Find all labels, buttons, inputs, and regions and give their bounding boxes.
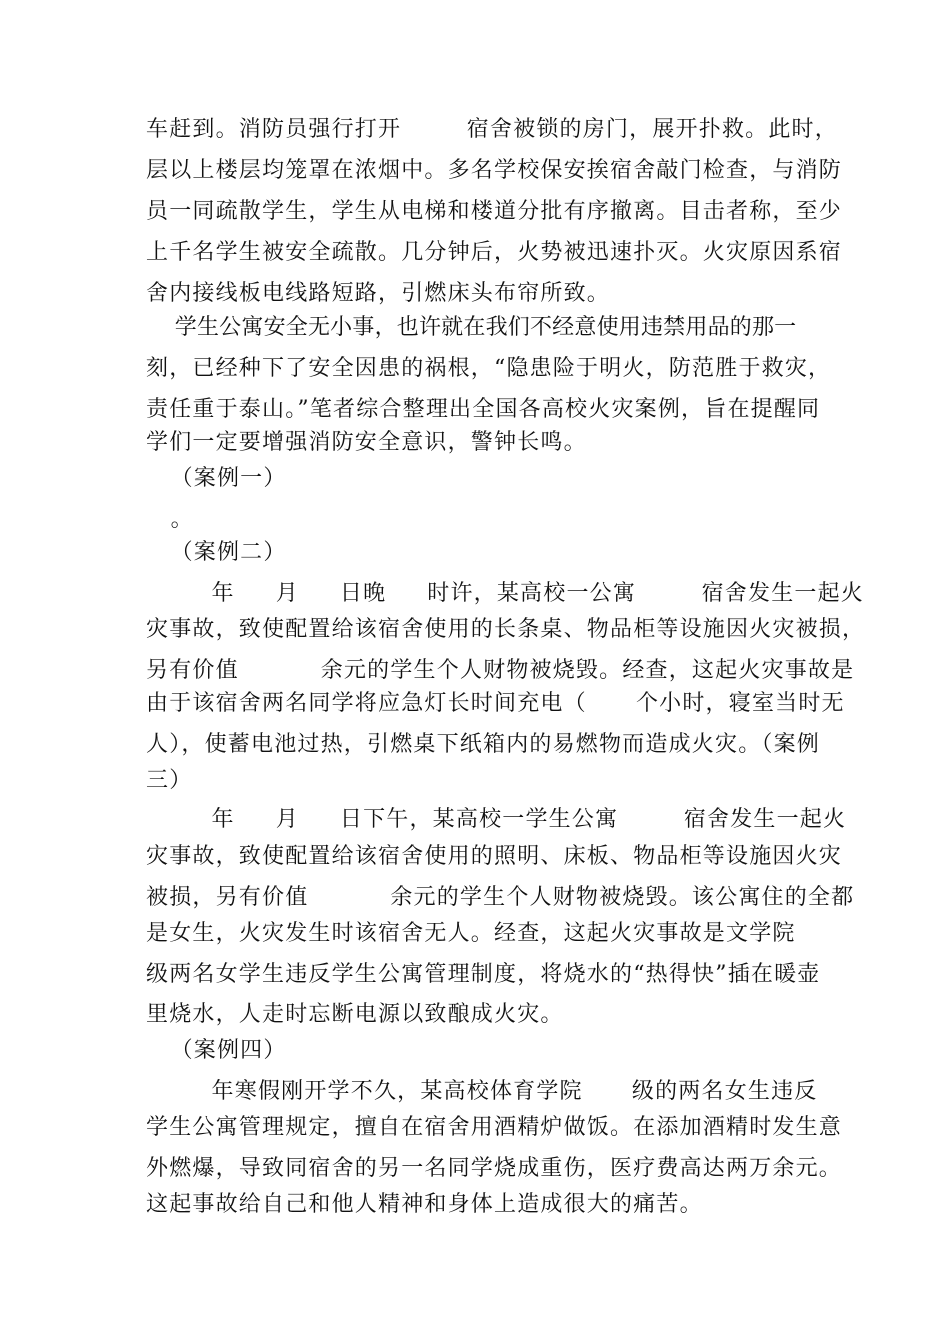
text-line: 责任重于泰山。”笔者综合整理出全国各高校火灾案例，旨在提醒同 — [146, 397, 821, 422]
text-line: 学生公寓安全无小事，也许就在我们不经意使用违禁用品的那一 — [146, 315, 797, 340]
text-line: 年寒假刚开学不久，某高校体育学院 级的两名女生违反 — [146, 1079, 818, 1104]
text-line: 员一同疏散学生，学生从电梯和楼道分批有序撤离。目击者称，至少 — [146, 199, 843, 224]
text-line: 是女生，火灾发生时该宿舍无人。经查，这起火灾事故是文学院 — [146, 921, 796, 946]
text-line: 灾事故，致使配置给该宿舍使用的照明、床板、物品柜等设施因火灾 — [146, 844, 843, 869]
text-line: 这起事故给自己和他人精神和身体上造成很大的痛苦。 — [146, 1192, 703, 1217]
text-line: 里烧水，人走时忘断电源以致酿成火灾。 — [146, 1002, 564, 1027]
text-line: 级两名女学生违反学生公寓管理制度，将烧水的“热得快”插在暖壶 — [146, 962, 821, 987]
text-line: 三） — [146, 768, 193, 793]
text-line: 学生公寓管理规定，擅自在宿舍用酒精炉做饭。在添加酒精时发生意 — [146, 1115, 843, 1140]
text-line: 被损，另有价值 余元的学生个人财物被烧毁。该公寓住的全都 — [146, 885, 855, 910]
text-line: 灾事故，致使配置给该宿舍使用的长条桌、物品柜等设施因火灾被损， — [146, 617, 866, 642]
text-line: 年 月 日下午，某高校一学生公寓 宿舍发生一起火 — [146, 807, 847, 832]
text-line: 学们一定要增强消防安全意识，警钟长鸣。 — [146, 430, 587, 455]
text-line: 舍内接线板电线路短路，引燃床头布帘所致。 — [146, 281, 611, 306]
text-line: 由于该宿舍两名同学将应急灯长时间充电（ 个小时，寝室当时无 — [146, 691, 845, 716]
text-line: 人），使蓄电池过热，引燃桌下纸箱内的易燃物而造成火灾。（案例 — [146, 732, 821, 757]
text-line: 。 — [146, 507, 194, 532]
case-heading: （案例一） — [146, 466, 287, 491]
case-heading: （案例四） — [146, 1038, 287, 1063]
text-line: 车赶到。消防员强行打开 宿舍被锁的房门，展开扑救。此时， — [146, 117, 838, 142]
text-line: 上千名学生被安全疏散。几分钟后，火势被迅速扑灭。火灾原因系宿 — [146, 240, 843, 265]
text-line: 另有价值 余元的学生个人财物被烧毁。经查，这起火灾事故是 — [146, 658, 855, 683]
text-line: 年 月 日晚 时许，某高校一公寓 宿舍发生一起火 — [146, 581, 864, 606]
text-line: 外燃爆，导致同宿舍的另一名同学烧成重伤，医疗费高达两万余元。 — [146, 1156, 843, 1181]
case-heading: （案例二） — [146, 540, 287, 565]
text-line: 层以上楼层均笼罩在浓烟中。多名学校保安挨宿舍敲门检查，与消防 — [146, 158, 843, 183]
text-line: 刻，已经种下了安全因患的祸根，“隐患险于明火，防范胜于救灾， — [146, 356, 832, 381]
